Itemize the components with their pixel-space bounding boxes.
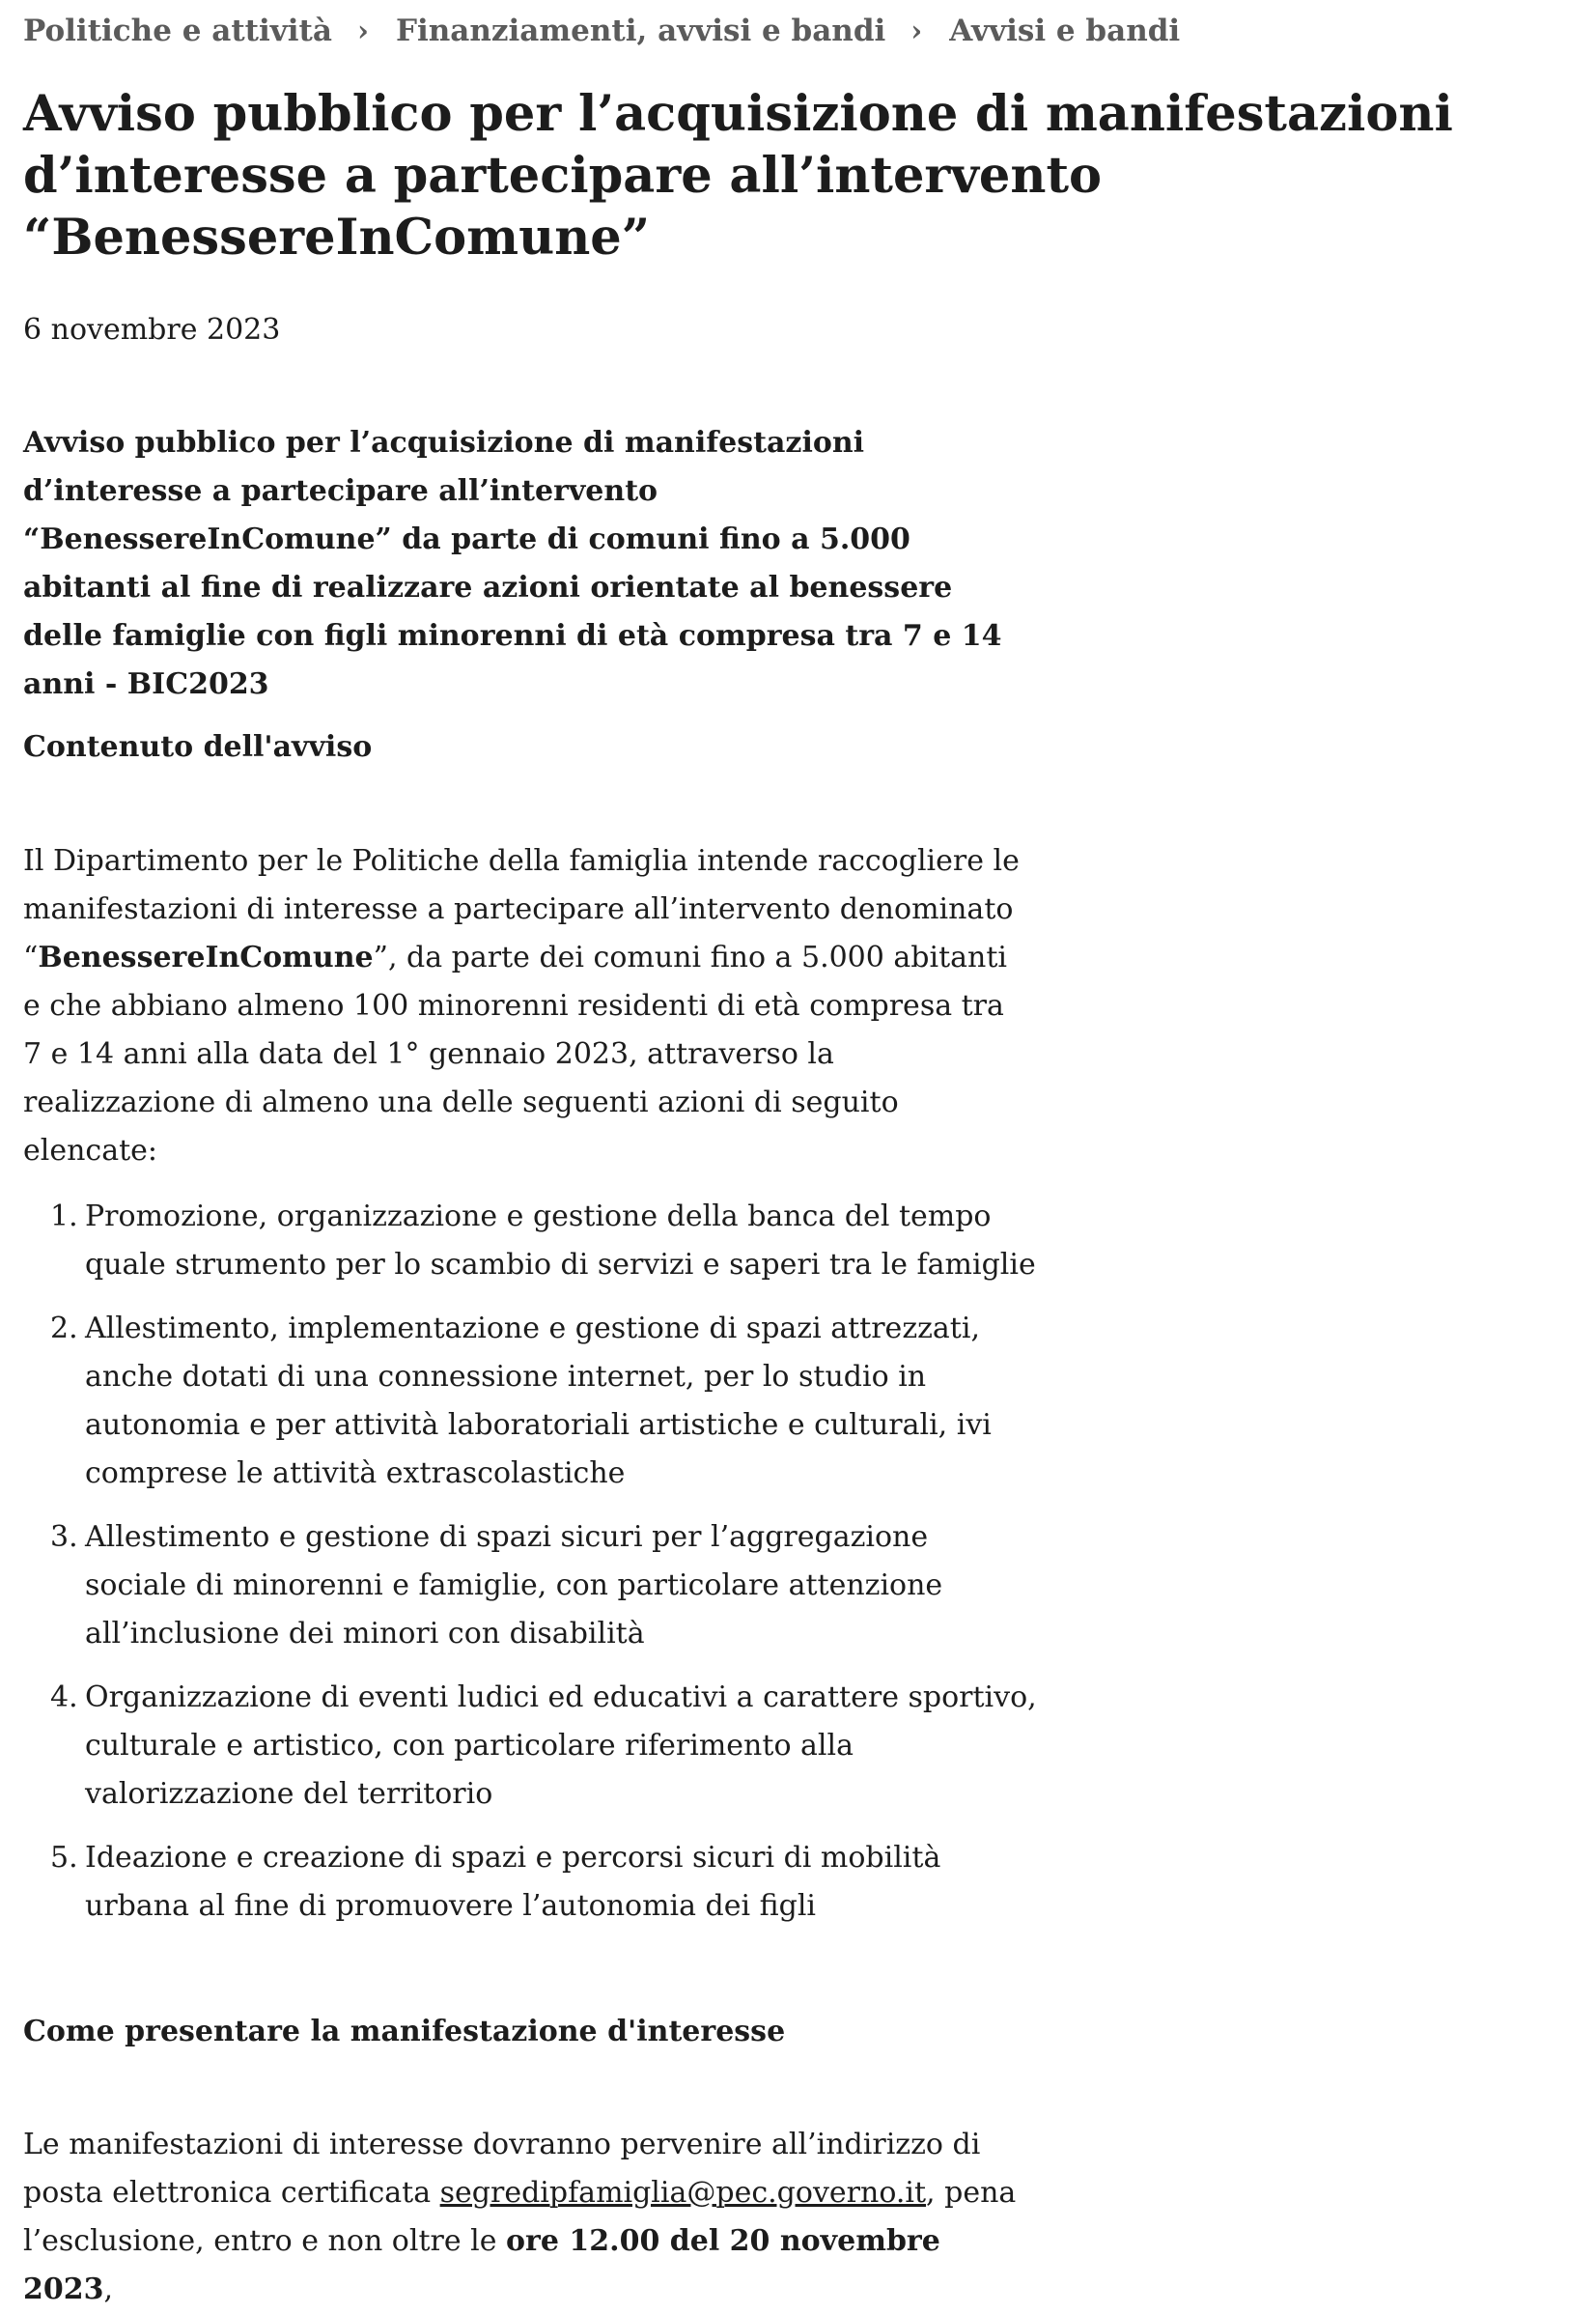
list-item-text: Promozione, organizzazione e gestione della banca del tempo quale strumento per lo scambio di servizi e saperi tra le famiglie bbox=[85, 1199, 1036, 1282]
submit-text-after: , bbox=[103, 2272, 114, 2306]
list-item-number: 4. bbox=[50, 1680, 78, 1714]
list-item-text: Allestimento e gestione di spazi sicuri per l’aggregazione sociale di minorenni e famiglie, con particolare attenzione all’inclusione dei minori con disabilità bbox=[85, 1520, 943, 1651]
actions-list bbox=[23, 1193, 1037, 1946]
list-item-text: Ideazione e creazione di spazi e percorsi sicuri di mobilità urbana al fine di promuovere l’autonomia dei figli bbox=[85, 1841, 941, 1923]
submit-paragraph bbox=[23, 2121, 1027, 2314]
list-item-text: Allestimento, implementazione e gestione di spazi attrezzati, anche dotati di una connessione internet, per lo studio in autonomia e per attività laboratoriali artistiche e culturali, ivi comprese le attività extrascolastiche bbox=[85, 1312, 992, 1490]
page-title: Avviso pubblico per l’acquisizione di manifestazioni d’interesse a partecipare all’intervento “BenessereInComune” bbox=[23, 85, 1453, 267]
breadcrumb-item-finanziamenti[interactable]: Finanziamenti, avvisi e bandi bbox=[395, 14, 886, 48]
list-item bbox=[23, 1305, 1037, 1498]
section-heading-content: Contenuto dell'avviso bbox=[23, 730, 373, 764]
chevron-right-icon: › bbox=[910, 14, 923, 48]
list-item bbox=[23, 1674, 1037, 1819]
list-item-number: 3. bbox=[50, 1520, 78, 1554]
intro-text-after: ”, da parte dei comuni fino a 5.000 abitanti e che abbiano almeno 100 minorenni residenti di età compresa tra 7 e 14 anni alla data del 1° gennaio 2023, attraverso la realizzazione di almeno una delle seguenti azioni di seguito elencate: bbox=[23, 941, 1007, 1168]
list-item-text: Organizzazione di eventi ludici ed educativi a carattere sportivo, culturale e artistico, con particolare riferimento alla valorizzazione del territorio bbox=[85, 1680, 1037, 1811]
publish-date: 6 novembre 2023 bbox=[23, 313, 281, 347]
content-intro-paragraph bbox=[23, 837, 1027, 1175]
list-item bbox=[23, 1513, 1037, 1658]
list-item-number: 5. bbox=[50, 1841, 78, 1875]
submit-text-before: Le manifestazioni di interesse dovranno pervenire all’indirizzo di posta elettronica certificata bbox=[23, 2128, 981, 2210]
section-heading-submit: Come presentare la manifestazione d'interesse bbox=[23, 2015, 786, 2048]
intervention-name: BenessereInComune bbox=[38, 941, 374, 974]
chevron-right-icon: › bbox=[356, 14, 369, 48]
submission-deadline: ore 12.00 del 20 novembre 2023 bbox=[23, 2224, 940, 2306]
list-item bbox=[23, 1193, 1037, 1289]
submit-text-middle: , pena l’esclusione, entro e non oltre le bbox=[23, 2176, 1017, 2258]
pec-email-link[interactable]: segredipfamiglia@pec.governo.it bbox=[439, 2176, 927, 2210]
breadcrumb-item-politiche[interactable]: Politiche e attività bbox=[23, 14, 332, 48]
intro-text-before: Il Dipartimento per le Politiche della famiglia intende raccogliere le manifestazioni di interesse a partecipare all’intervento denominato “ bbox=[23, 844, 1020, 974]
list-item-number: 2. bbox=[50, 1312, 78, 1345]
list-item-number: 1. bbox=[50, 1199, 78, 1233]
breadcrumb-item-avvisi[interactable]: Avvisi e bandi bbox=[949, 14, 1181, 48]
list-item bbox=[23, 1834, 1037, 1931]
breadcrumb bbox=[23, 14, 1180, 48]
lead-paragraph: Avviso pubblico per l’acquisizione di manifestazioni d’interesse a partecipare all’intervento “BenessereInComune” da parte di comuni fino a 5.000 abitanti al fine di realizzare azioni orientate al benessere delle famiglie con figli minorenni di età compresa tra 7 e 14 anni - BIC2023 bbox=[23, 426, 1002, 701]
